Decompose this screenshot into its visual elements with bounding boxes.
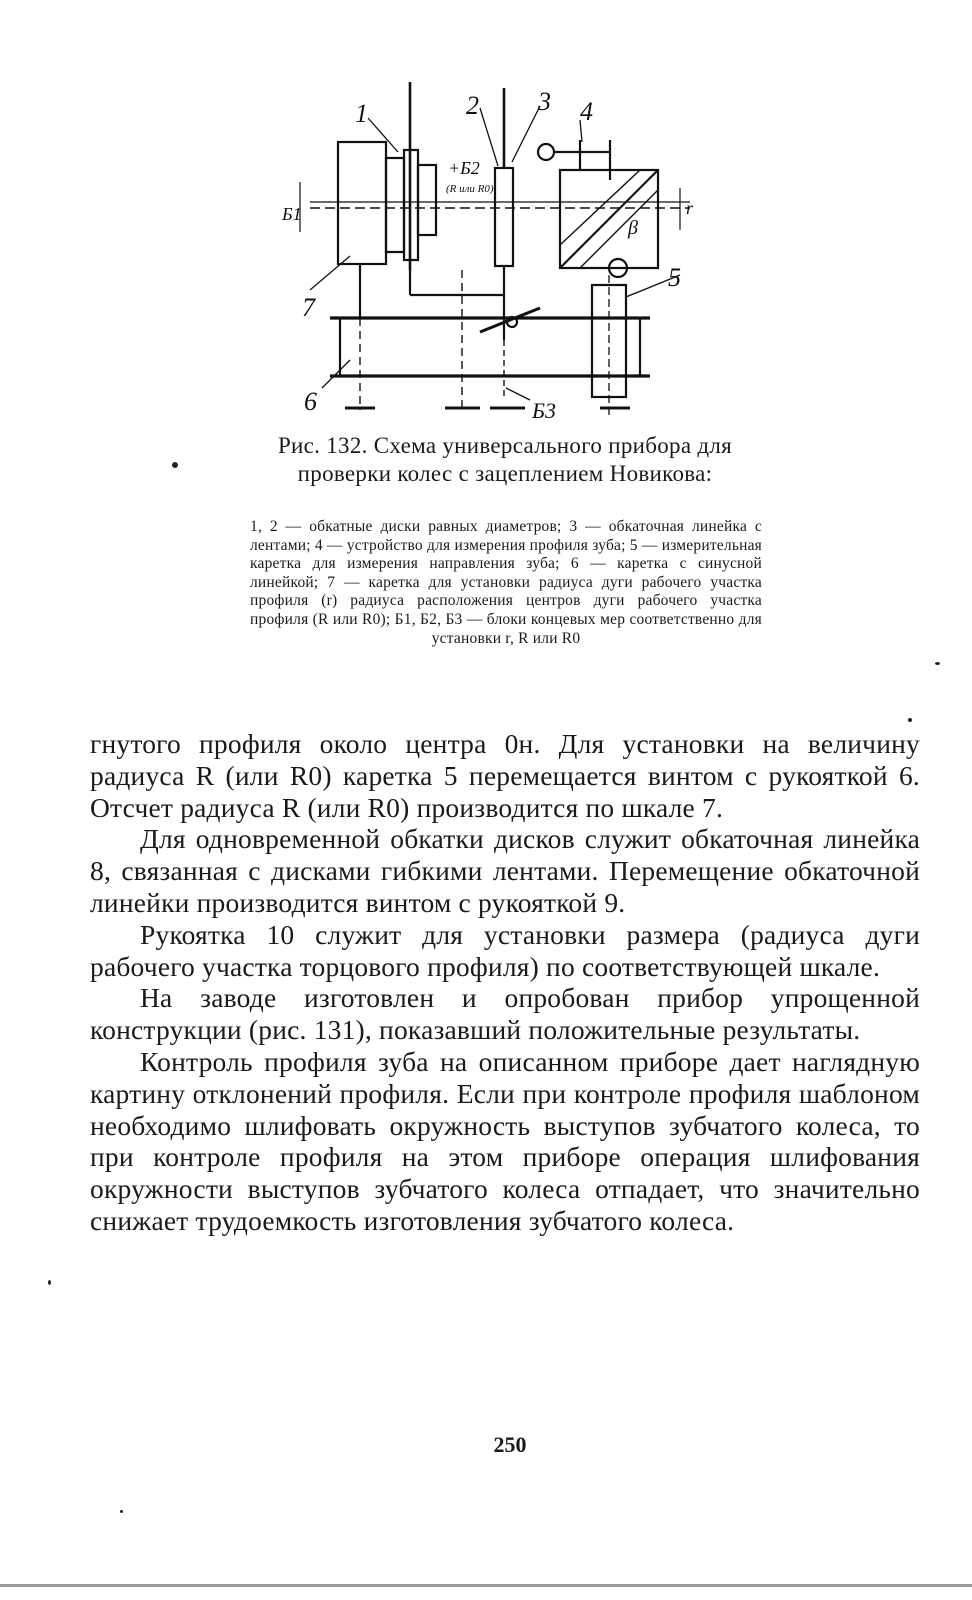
paragraph-2: Для одновременной обкатки дисков служит обкаточная линейка 8, связанная с дисками гибкими лентами. Перемещение обкаточной линейки производится винтом с рукояткой 9. xyxy=(90,823,920,918)
schematic-figure xyxy=(240,70,710,430)
label-4: 4 xyxy=(580,97,593,126)
scan-speck xyxy=(48,1280,51,1285)
label-2: 2 xyxy=(466,91,479,120)
figure-caption-title: Рис. 132. Схема универсального прибора для проверки колес с зацеплением Новикова: xyxy=(277,433,733,486)
label-b2: +Б2 xyxy=(448,158,480,178)
label-b3: Б3 xyxy=(532,398,556,423)
scan-speck xyxy=(935,662,940,665)
disk-housing xyxy=(338,142,386,264)
label-b1: Б1 xyxy=(282,204,302,224)
label-3: 3 xyxy=(538,87,551,116)
label-beta: β xyxy=(628,217,638,239)
page-number: 250 xyxy=(493,1432,527,1457)
label-7: 7 xyxy=(302,293,315,322)
label-r: r xyxy=(686,198,694,218)
label-6: 6 xyxy=(304,387,317,416)
label-b2-sub: (R или R0) xyxy=(446,183,494,195)
figure-caption-legend: 1, 2 — обкатные диски равных диаметров; 3 — обкаточная линейка с лентами; 4 — устройство для измерения профиля зуба; 5 — измерительная каретка для измерения направления зуба; 6 — каретка с синусной линейкой; 7 — каретка для установки радиуса дуги рабочего участка профиля (r) радиуса расположения центров дуги рабочего участка профиля (R или R0); Б1, Б2, Б3 — блоки концевых мер соответственно для установки r, R или R0 xyxy=(250,518,762,647)
scan-speck xyxy=(172,462,178,468)
scan-speck xyxy=(120,1510,123,1513)
paragraph-4: На заводе изготовлен и опробован прибор упрощенной конструкции (рис. 131), показавший положительные результаты. xyxy=(90,982,920,1046)
body-text xyxy=(90,728,920,1237)
instrument-schematic xyxy=(240,70,710,430)
scan-speck xyxy=(908,718,912,722)
paragraph-3: Рукоятка 10 служит для установки размера (радиуса дуги рабочего участка торцового профиля) по соответствующей шкале. xyxy=(90,918,920,982)
paragraph-5: Контроль профиля зуба на описанном приборе дает наглядную картину отклонений профиля. Если при контроле профиля шаблоном необходимо шлифовать окружность выступов зубчатого колеса, то при контроле профиля на этом приборе операция шлифования окружности выступов зубчатого колеса отпадает, что значительно снижает трудоемкость изготовления зубчатого колеса. xyxy=(90,1045,920,1236)
scan-bottom-edge xyxy=(0,1584,972,1587)
paragraph-1: гнутого профиля около центра 0н. Для установки на величину радиуса R (или R0) каретка 5 перемещается винтом с рукояткой 6. Отсчет радиуса R (или R0) производится по шкале 7. xyxy=(90,728,920,823)
label-1: 1 xyxy=(355,99,368,128)
label-5: 5 xyxy=(668,263,681,292)
